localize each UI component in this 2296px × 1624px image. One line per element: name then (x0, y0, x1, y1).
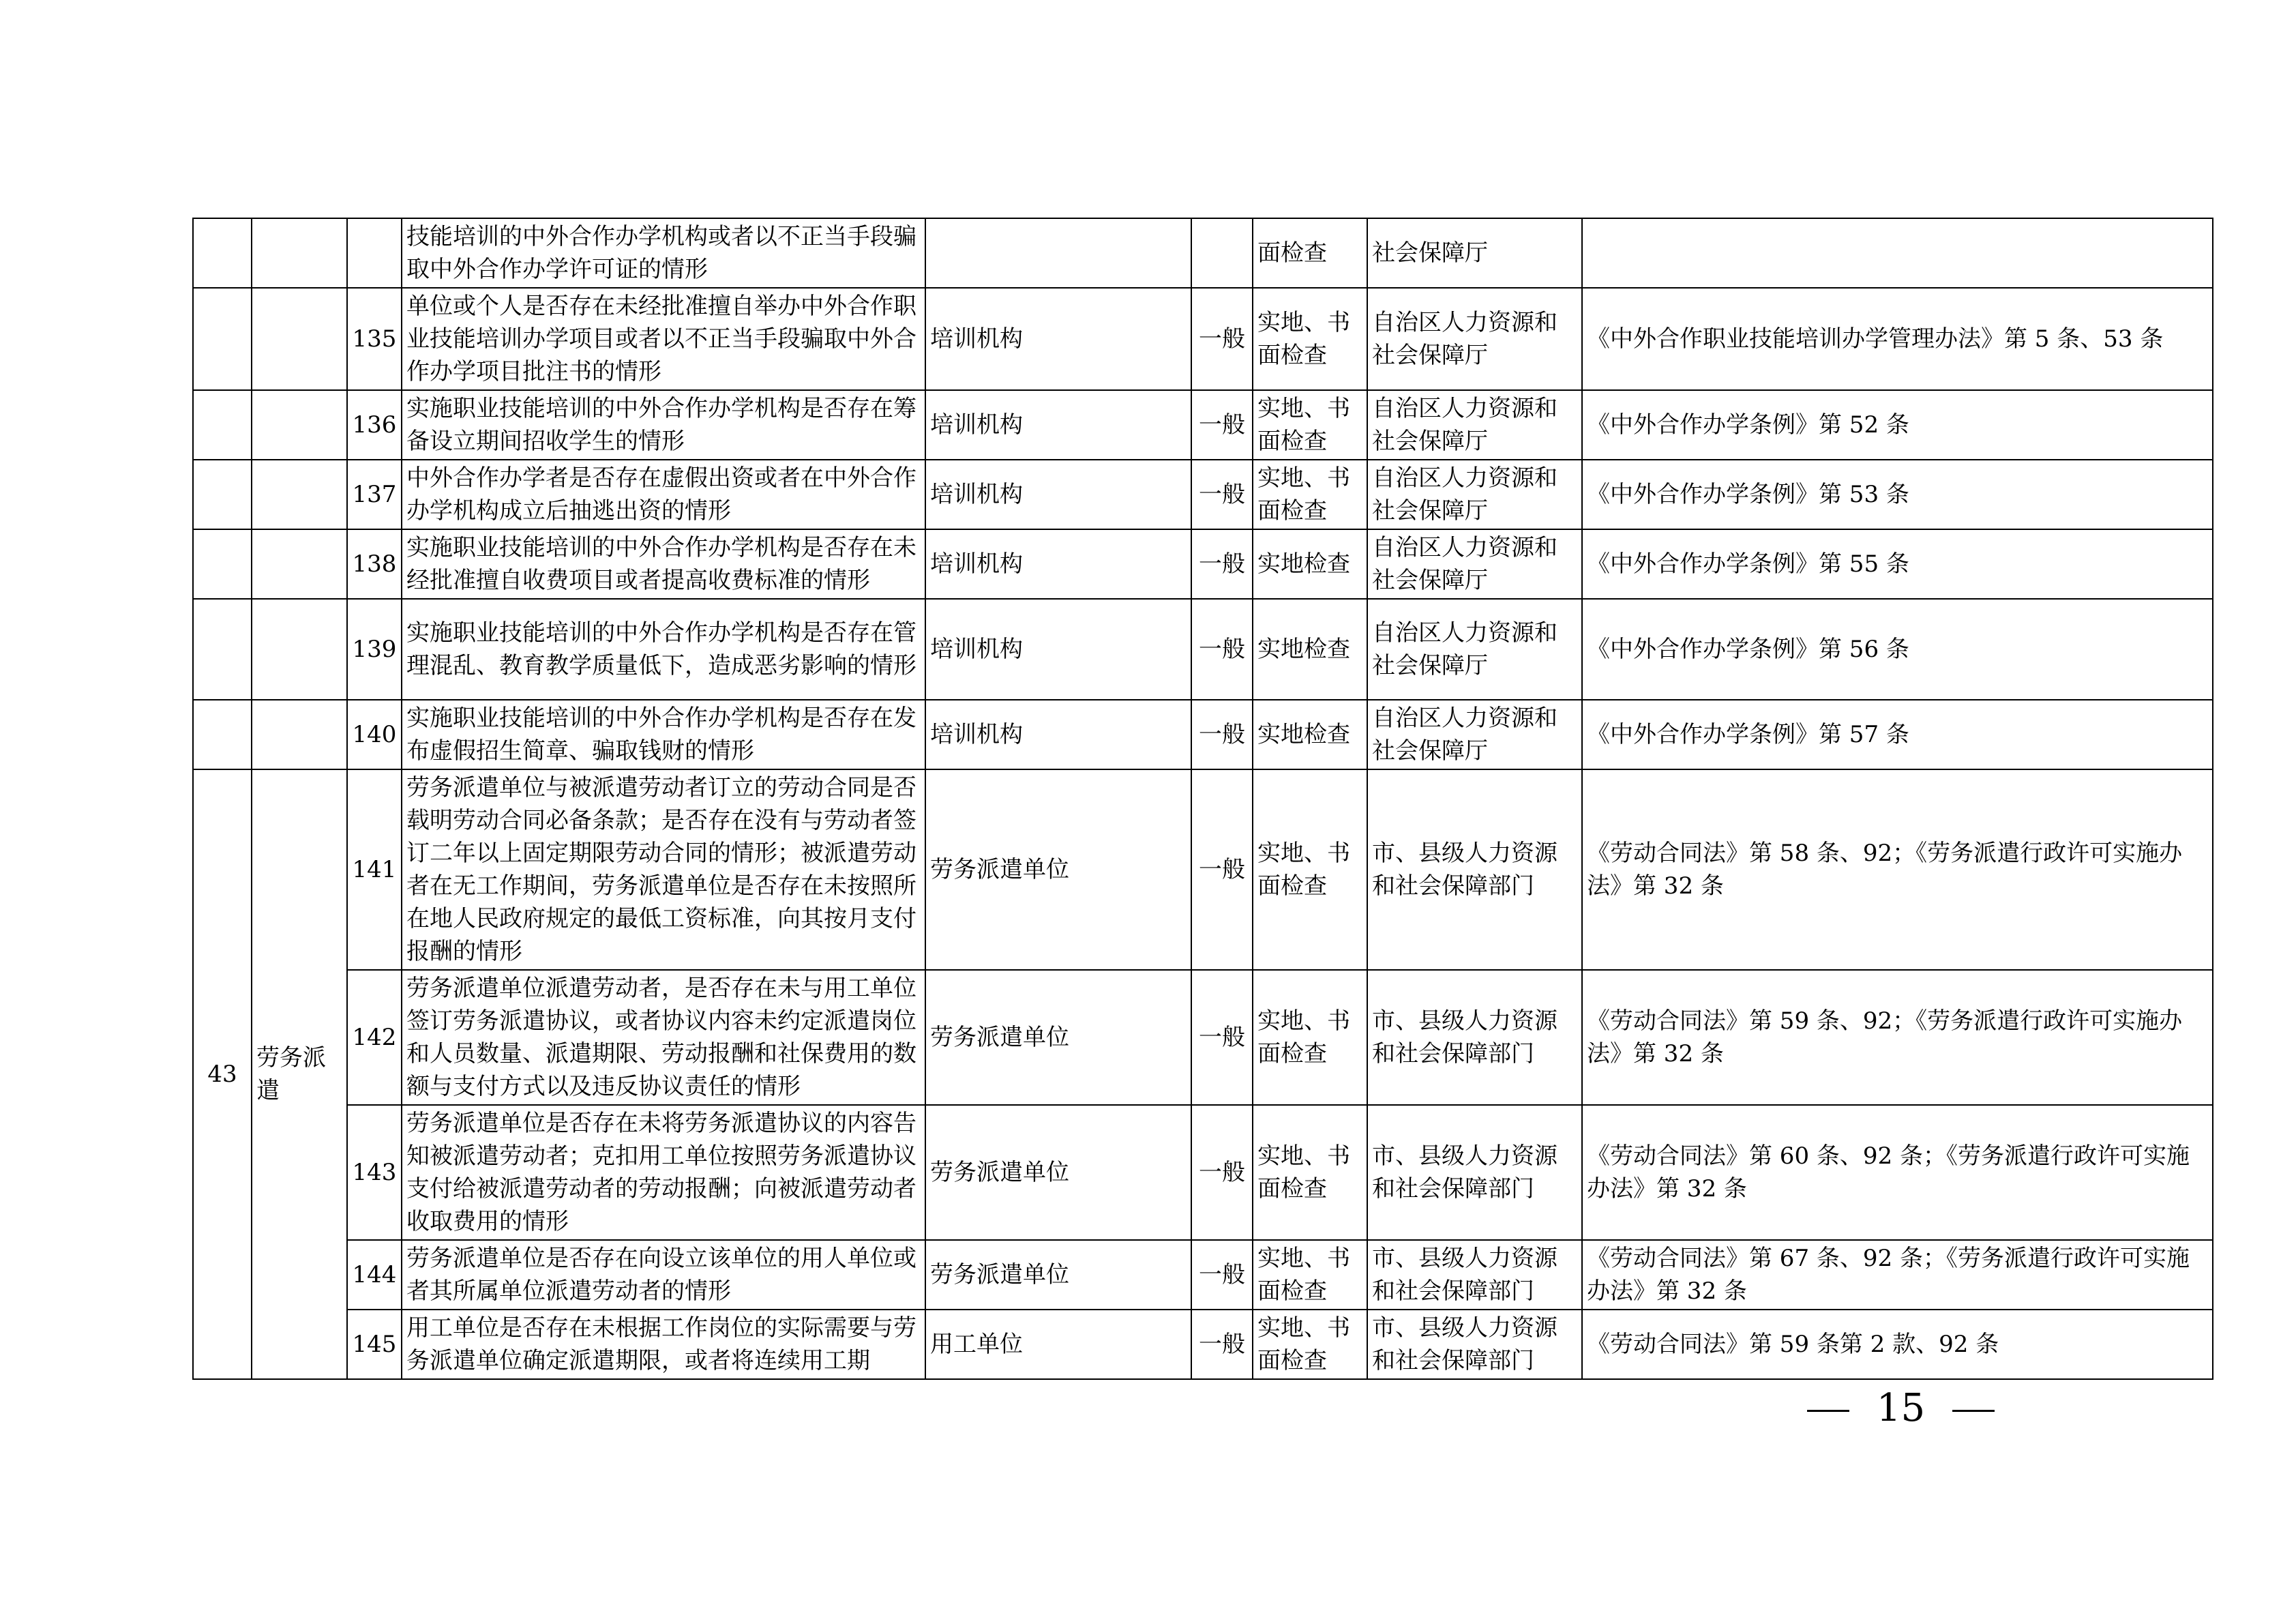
row-num: 137 (347, 460, 402, 529)
method-cell: 实地、书面检查 (1253, 970, 1367, 1105)
level-cell: 一般 (1191, 529, 1253, 599)
dept-cell: 市、县级人力资源和社会保障部门 (1367, 1310, 1582, 1379)
item-cell: 劳务派遣单位是否存在未将劳务派遣协议的内容告知被派遣劳动者；克扣用工单位按照劳务派遣协议支付给被派遣劳动者的劳动报酬；向被派遣劳动者收取费用的情形 (402, 1105, 925, 1240)
group-name-cell (252, 460, 347, 529)
group-num-cell (193, 529, 252, 599)
dept-cell: 自治区人力资源和社会保障厅 (1367, 529, 1582, 599)
item-cell: 劳务派遣单位派遣劳动者，是否存在未与用工单位签订劳务派遣协议，或者协议内容未约定派遣岗位和人员数量、派遣期限、劳动报酬和社保费用的数额与支付方式以及违反协议责任的情形 (402, 970, 925, 1105)
group-name-cell (252, 700, 347, 769)
object-cell: 培训机构 (925, 529, 1191, 599)
basis-cell: 《劳动合同法》第 60 条、92 条；《劳务派遣行政许可实施办法》第 32 条 (1582, 1105, 2213, 1240)
group-num-cell: 43 (193, 769, 252, 1379)
method-cell: 面检查 (1253, 218, 1367, 288)
table-row (193, 529, 2213, 599)
basis-cell: 《中外合作办学条例》第 52 条 (1582, 390, 2213, 460)
table-row (193, 460, 2213, 529)
row-num: 142 (347, 970, 402, 1105)
row-num: 140 (347, 700, 402, 769)
object-cell: 培训机构 (925, 460, 1191, 529)
group-name-cell (252, 390, 347, 460)
dept-cell: 市、县级人力资源和社会保障部门 (1367, 769, 1582, 970)
basis-cell: 《中外合作办学条例》第 53 条 (1582, 460, 2213, 529)
dash-right (1952, 1410, 1995, 1412)
object-cell (925, 218, 1191, 288)
item-cell: 劳务派遣单位与被派遣劳动者订立的劳动合同是否载明劳动合同必备条款；是否存在没有与劳动者签订二年以上固定期限劳动合同的情形；被派遣劳动者在无工作期间，劳务派遣单位是否存在未按照所在地人民政府规定的最低工资标准，向其按月支付报酬的情形 (402, 769, 925, 970)
table-row (193, 970, 2213, 1105)
page-number (1807, 1385, 1995, 1432)
level-cell (1191, 218, 1253, 288)
row-num: 139 (347, 599, 402, 700)
row-num: 138 (347, 529, 402, 599)
object-cell: 培训机构 (925, 599, 1191, 700)
group-name-cell: 劳务派遣 (252, 769, 347, 1379)
dept-cell: 社会保障厅 (1367, 218, 1582, 288)
dept-cell: 自治区人力资源和社会保障厅 (1367, 700, 1582, 769)
basis-cell: 《劳动合同法》第 59 条第 2 款、92 条 (1582, 1310, 2213, 1379)
table-row (193, 218, 2213, 288)
method-cell: 实地、书面检查 (1253, 460, 1367, 529)
page-number-text: 15 (1876, 1386, 1926, 1430)
object-cell: 劳务派遣单位 (925, 970, 1191, 1105)
level-cell: 一般 (1191, 390, 1253, 460)
basis-cell: 《中外合作办学条例》第 57 条 (1582, 700, 2213, 769)
level-cell: 一般 (1191, 970, 1253, 1105)
inspection-table (192, 218, 2213, 1380)
dept-cell: 自治区人力资源和社会保障厅 (1367, 460, 1582, 529)
method-cell: 实地检查 (1253, 599, 1367, 700)
dash-left (1807, 1410, 1849, 1412)
group-name-cell (252, 218, 347, 288)
object-cell: 劳务派遣单位 (925, 769, 1191, 970)
level-cell: 一般 (1191, 460, 1253, 529)
object-cell: 培训机构 (925, 700, 1191, 769)
item-cell: 中外合作办学者是否存在虚假出资或者在中外合作办学机构成立后抽逃出资的情形 (402, 460, 925, 529)
group-num-cell (193, 288, 252, 390)
item-cell: 劳务派遣单位是否存在向设立该单位的用人单位或者其所属单位派遣劳动者的情形 (402, 1240, 925, 1310)
dept-cell: 市、县级人力资源和社会保障部门 (1367, 1105, 1582, 1240)
row-num: 136 (347, 390, 402, 460)
method-cell: 实地、书面检查 (1253, 1310, 1367, 1379)
object-cell: 用工单位 (925, 1310, 1191, 1379)
group-name-cell (252, 599, 347, 700)
object-cell: 劳务派遣单位 (925, 1240, 1191, 1310)
group-num-cell (193, 218, 252, 288)
dept-cell: 自治区人力资源和社会保障厅 (1367, 599, 1582, 700)
row-num: 141 (347, 769, 402, 970)
group-num-cell (193, 390, 252, 460)
row-num: 144 (347, 1240, 402, 1310)
table-row (193, 599, 2213, 700)
method-cell: 实地、书面检查 (1253, 769, 1367, 970)
level-cell: 一般 (1191, 288, 1253, 390)
row-num: 135 (347, 288, 402, 390)
table-row (193, 390, 2213, 460)
table-row (193, 1310, 2213, 1379)
level-cell: 一般 (1191, 700, 1253, 769)
basis-cell: 《劳动合同法》第 58 条、92；《劳务派遣行政许可实施办法》第 32 条 (1582, 769, 2213, 970)
row-num (347, 218, 402, 288)
basis-cell: 《中外合作办学条例》第 55 条 (1582, 529, 2213, 599)
item-cell: 技能培训的中外合作办学机构或者以不正当手段骗取中外合作办学许可证的情形 (402, 218, 925, 288)
method-cell: 实地、书面检查 (1253, 1240, 1367, 1310)
table-row (193, 769, 2213, 970)
table-row (193, 1105, 2213, 1240)
item-cell: 实施职业技能培训的中外合作办学机构是否存在发布虚假招生简章、骗取钱财的情形 (402, 700, 925, 769)
level-cell: 一般 (1191, 769, 1253, 970)
group-name-cell (252, 288, 347, 390)
method-cell: 实地、书面检查 (1253, 390, 1367, 460)
item-cell: 实施职业技能培训的中外合作办学机构是否存在管理混乱、教育教学质量低下，造成恶劣影响的情形 (402, 599, 925, 700)
row-num: 143 (347, 1105, 402, 1240)
object-cell: 劳务派遣单位 (925, 1105, 1191, 1240)
table-row (193, 1240, 2213, 1310)
object-cell: 培训机构 (925, 288, 1191, 390)
dept-cell: 市、县级人力资源和社会保障部门 (1367, 1240, 1582, 1310)
method-cell: 实地、书面检查 (1253, 1105, 1367, 1240)
method-cell: 实地检查 (1253, 700, 1367, 769)
basis-cell: 《劳动合同法》第 59 条、92；《劳务派遣行政许可实施办法》第 32 条 (1582, 970, 2213, 1105)
level-cell: 一般 (1191, 1310, 1253, 1379)
basis-cell (1582, 218, 2213, 288)
level-cell: 一般 (1191, 1240, 1253, 1310)
dept-cell: 自治区人力资源和社会保障厅 (1367, 288, 1582, 390)
item-cell: 实施职业技能培训的中外合作办学机构是否存在未经批准擅自收费项目或者提高收费标准的情形 (402, 529, 925, 599)
object-cell: 培训机构 (925, 390, 1191, 460)
level-cell: 一般 (1191, 1105, 1253, 1240)
item-cell: 用工单位是否存在未根据工作岗位的实际需要与劳务派遣单位确定派遣期限，或者将连续用工期 (402, 1310, 925, 1379)
group-name-cell (252, 529, 347, 599)
group-num-cell (193, 460, 252, 529)
group-num-cell (193, 599, 252, 700)
basis-cell: 《中外合作职业技能培训办学管理办法》第 5 条、53 条 (1582, 288, 2213, 390)
level-cell: 一般 (1191, 599, 1253, 700)
row-num: 145 (347, 1310, 402, 1379)
group-num-cell (193, 700, 252, 769)
basis-cell: 《劳动合同法》第 67 条、92 条；《劳务派遣行政许可实施办法》第 32 条 (1582, 1240, 2213, 1310)
basis-cell: 《中外合作办学条例》第 56 条 (1582, 599, 2213, 700)
dept-cell: 市、县级人力资源和社会保障部门 (1367, 970, 1582, 1105)
table-row (193, 288, 2213, 390)
dept-cell: 自治区人力资源和社会保障厅 (1367, 390, 1582, 460)
method-cell: 实地检查 (1253, 529, 1367, 599)
item-cell: 单位或个人是否存在未经批准擅自举办中外合作职业技能培训办学项目或者以不正当手段骗取中外合作办学项目批注书的情形 (402, 288, 925, 390)
method-cell: 实地、书面检查 (1253, 288, 1367, 390)
table-row (193, 700, 2213, 769)
item-cell: 实施职业技能培训的中外合作办学机构是否存在筹备设立期间招收学生的情形 (402, 390, 925, 460)
